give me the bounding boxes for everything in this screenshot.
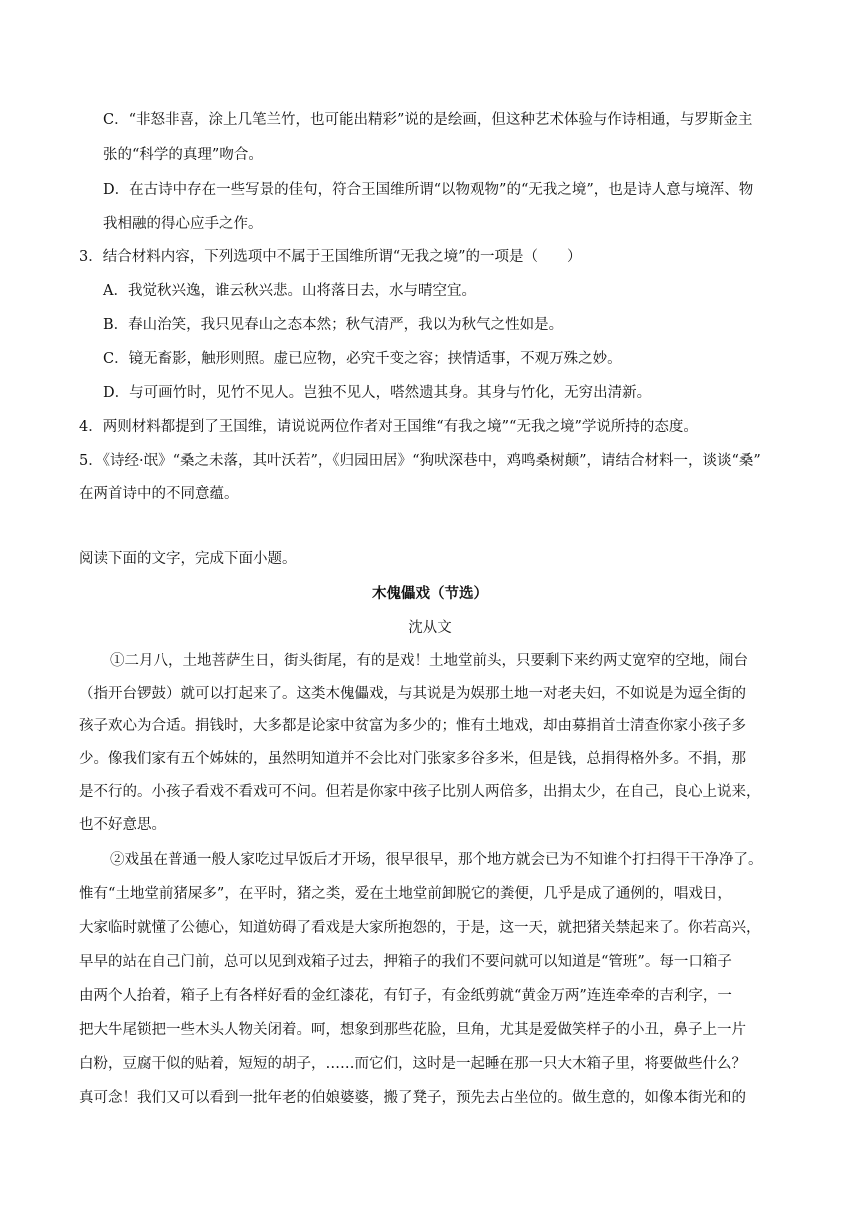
q3-option-b: B．春山治笑，我只见春山之态本然；秋气清严，我以为秋气之性如是。: [103, 317, 564, 333]
q2-option-c-line1: C．“非怒非喜，涂上几笔兰竹，也可能出精彩”说的是绘画，但这种艺术体验与作诗相通，与罗斯金主: [103, 112, 753, 128]
q2-option-d-line2: 我相融的得心应手之作。: [103, 216, 263, 232]
paragraph-1-line: ①二月八，土地菩萨生日，街头街尾，有的是戏！土地堂前头，只要剩下来约两丈宽窄的空地，闹台: [110, 653, 748, 669]
paragraph-2-line: 由两个人抬着，箱子上有各样好看的金红漆花，有钉子，有金纸剪就“黄金万两”连连牵牵的吉利字，一: [79, 988, 732, 1004]
paragraph-1-line: 也不好意思。: [79, 817, 166, 833]
article-title: 木傀儡戏（节选）: [372, 585, 488, 602]
article-author: 沈从文: [408, 620, 452, 636]
q5-stem-line2: 在两首诗中的不同意蕴。: [79, 486, 239, 502]
q3-stem: 3．结合材料内容，下列选项中不属于王国维所谓“无我之境”的一项是（ ）: [79, 249, 582, 265]
paragraph-1-line: （指开台锣鼓）就可以打起来了。这类木傀儡戏，与其说是为娱那土地一对老夫妇，不如说是为逗全街的: [79, 686, 746, 702]
q3-option-a: A．我觉秋兴逸，谁云秋兴悲。山将落日去，水与晴空宜。: [103, 283, 476, 299]
paragraph-2-line: 把大牛尾锁把一些木头人物关闭着。呵，想象到那些花脸，旦角，尤其是爱做笑样子的小丑，鼻子上一片: [79, 1022, 746, 1038]
paragraph-1-line: 孩子欢心为合适。捐钱时，大多都是论家中贫富为多少的；惟有土地戏，却由募捐首士清查你家小孩子多: [79, 718, 746, 734]
q2-option-c-line2: 张的“科学的真理”吻合。: [103, 147, 263, 163]
q3-option-c: C．镜无畜影，触形则照。虚已应物，必究千变之容；挟情适事，不观万殊之妙。: [103, 351, 622, 367]
q5-stem-line1: 5．《诗经·氓》“桑之未落，其叶沃若”，《归园田居》“狗吠深巷中，鸡鸣桑树颠”，请结合材料一，谈谈“桑”: [79, 453, 761, 469]
paragraph-2-line: 惟有“土地堂前猪屎多”，在平时，猪之类，爱在土地堂前卸脱它的粪便，几乎是成了通例的，唱戏日，: [79, 886, 732, 902]
q3-option-d: D．与可画竹时，见竹不见人。岂独不见人，嗒然遗其身。其身与竹化，无穷出清新。: [103, 385, 652, 401]
paragraph-2-line: 白粉，豆腐干似的贴着，短短的胡子，……而它们，这时是一起睡在那一只大木箱子里，将要做些什么？: [79, 1056, 746, 1072]
paragraph-2-line: 真可念！我们又可以看到一批年老的伯娘婆婆，搬了凳子，预先去占坐位的。做生意的，如像本街光和的: [79, 1090, 746, 1106]
paragraph-2-line: 早早的站在自己门前，总可以见到戏箱子过去，押箱子的我们不要问就可以知道是“管班”。每一口箱子: [79, 954, 732, 970]
paragraph-1-line: 是不行的。小孩子看戏不看戏可不问。但若是你家中孩子比别人两倍多，出捐太少，在自己，良心上说来，: [79, 784, 761, 800]
paragraph-1-line: 少。像我们家有五个姊妹的，虽然明知道并不会比对门张家多谷多米，但是钱，总捐得格外多。不捐，那: [79, 751, 746, 767]
paragraph-2-line: 大家临时就懂了公德心，知道妨碍了看戏是大家所抱怨的，于是，这一天，就把猪关禁起来了。你若高兴，: [79, 920, 761, 936]
paragraph-2-line: ②戏虽在普通一般人家吃过早饭后才开场，很早很早，那个地方就会已为不知谁个打扫得干干净净了。: [110, 852, 763, 868]
reading-instruction: 阅读下面的文字，完成下面小题。: [79, 551, 297, 567]
q4-stem: 4．两则材料都提到了王国维，请说说两位作者对王国维“有我之境”“无我之境”学说所持的态度。: [79, 419, 698, 435]
q2-option-d-line1: D．在古诗中存在一些写景的佳句，符合王国维所谓“以物观物”的“无我之境”，也是诗人意与境浑、物: [103, 182, 754, 198]
